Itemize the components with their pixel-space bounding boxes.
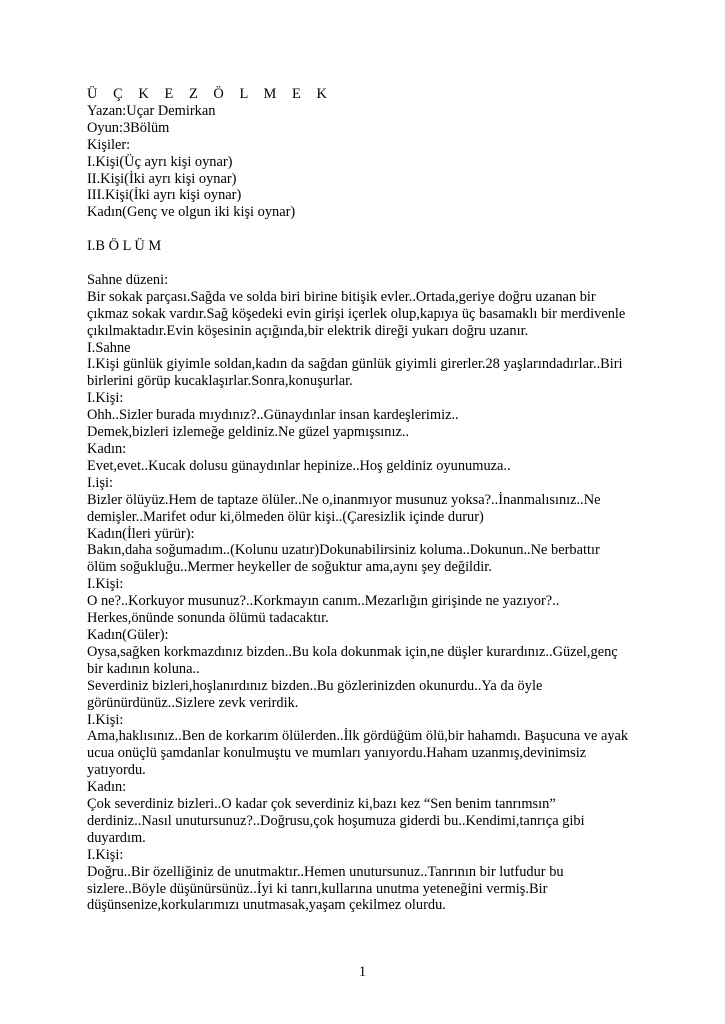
characters-heading: Kişiler: [87, 136, 131, 153]
text-line: I.Kişi: [87, 576, 124, 593]
text-line: Evet,evet..Kucak dolusu günaydınlar hepinize..Hoş geldiniz oyunumuza.. [87, 457, 511, 474]
document-page [87, 86, 647, 914]
text-line: Bakın,daha soğumadım..(Kolunu uzatır)Dokunabilirsiniz koluma..Dokunun..Ne berbattır [87, 542, 600, 559]
text-line: Ohh..Sizler burada mıydınız?..Günaydınlar insan kardeşlerimiz.. [87, 407, 459, 424]
text-line: derdiniz..Nasıl unutursunuz?..Doğrusu,çok hoşumuza giderdi bu..Kendimi,tanrıça gibi [87, 812, 585, 829]
text-line: I.işi: [87, 474, 113, 491]
text-line: I.Kişi: [87, 390, 124, 407]
text-line: sizlere..Böyle düşünürsünüz..İyi ki tanrı,kullarına unutma yeteneğini vermiş.Bir [87, 880, 548, 897]
character-list [87, 154, 647, 222]
body-text [87, 272, 647, 914]
text-line: Kadın: [87, 779, 127, 796]
character-item: Kadın(Genç ve olgun iki kişi oynar) [87, 204, 296, 221]
spacer [87, 255, 647, 272]
text-line: Severdiniz bizleri,hoşlanırdınız bizden..Bu gözlerinizden okunurdu..Ya da öyle [87, 677, 543, 694]
text-line: Bizler ölüyüz.Hem de taptaze ölüler..Ne o,inanmıyor musunuz yoksa?..İnanmalısınız..Ne [87, 491, 601, 508]
play-title: Ü Ç K E Z Ö L M E K [87, 86, 333, 102]
author-line: Yazan:Uçar Demirkan [87, 102, 216, 119]
text-line: çıkılmaktadır.Evin köşesinin açığında,bir elektrik direği yukarı doğru uzanır. [87, 322, 529, 339]
character-item: III.Kişi(İki ayrı kişi oynar) [87, 187, 242, 204]
text-line: I.Sahne [87, 339, 131, 356]
text-line: I.Kişi: [87, 711, 124, 728]
text-line: O ne?..Korkuyor musunuz?..Korkmayın canım..Mezarlığın girişinde ne yazıyor?.. [87, 593, 560, 610]
text-line: Herkes,önünde sonunda ölümü tadacaktır. [87, 610, 329, 627]
text-line: Çok severdiniz bizleri..O kadar çok severdiniz ki,bazı kez “Sen benim tanrımsın” [87, 796, 556, 813]
character-item: II.Kişi(İki ayrı kişi oynar) [87, 170, 237, 187]
text-line: Kadın(Güler): [87, 626, 169, 643]
text-line: Oysa,sağken korkmazdınız bizden..Bu kola dokunmak için,ne düşler kurardınız..Güzel,genç [87, 643, 618, 660]
page-number: 1 [358, 964, 367, 980]
text-line: ölüm soğukluğu..Mermer heykeller de soğuktur ama,aynı şey değildir. [87, 559, 492, 576]
section-heading: I.B Ö L Ü M [87, 238, 162, 255]
text-line: Ama,haklısınız..Ben de korkarım ölülerden..İlk gördüğüm ölü,bir hahamdı. Başucuna ve ayak [87, 728, 629, 745]
text-line: Sahne düzeni: [87, 271, 169, 288]
text-line: demişler..Marifet odur ki,ölmeden ölür kişi..(Çaresizlik içinde durur) [87, 508, 484, 525]
text-line: düşünsenize,korkularımızı unutmasak,yaşam çekilmez olurdu. [87, 897, 446, 914]
text-line: Kadın(İleri yürür): [87, 525, 195, 542]
text-line: çıkmaz sokak vardır.Sağ köşedeki evin girişi içerlek olup,kapıya üç basamaklı bir merdivenle [87, 305, 626, 322]
text-line: Doğru..Bir özelliğiniz de unutmaktır..Hemen unutursunuz..Tanrının bir lutfudur bu [87, 863, 564, 880]
play-info-line: Oyun:3Bölüm [87, 119, 170, 136]
text-line: Bir sokak parçası.Sağda ve solda biri birine bitişik evler..Ortada,geriye doğru uzanan bir [87, 288, 596, 305]
spacer [87, 221, 647, 238]
text-line: Demek,bizleri izlemeğe geldiniz.Ne güzel yapmışsınız.. [87, 424, 410, 441]
text-line: ucua onüçlü şamdanlar konulmuştu ve mumları yanıyordu.Haham uzanmış,devinimsiz [87, 745, 587, 762]
text-line: görünürdünüz..Sizlere zevk verirdik. [87, 694, 299, 711]
character-item: I.Kişi(Üç ayrı kişi oynar) [87, 153, 233, 170]
text-line: bir kadının koluna.. [87, 660, 200, 677]
text-line: I.Kişi günlük giyimle soldan,kadın da sağdan günlük giyimli girerler.28 yaşlarındadırlar..Biri [87, 356, 623, 373]
text-line: I.Kişi: [87, 846, 124, 863]
text-line: Kadın: [87, 441, 127, 457]
text-line: yatıyordu. [87, 762, 146, 779]
text-line: duyardım. [87, 829, 146, 846]
text-line: birlerini görüp kucaklaşırlar.Sonra,konuşurlar. [87, 373, 353, 390]
